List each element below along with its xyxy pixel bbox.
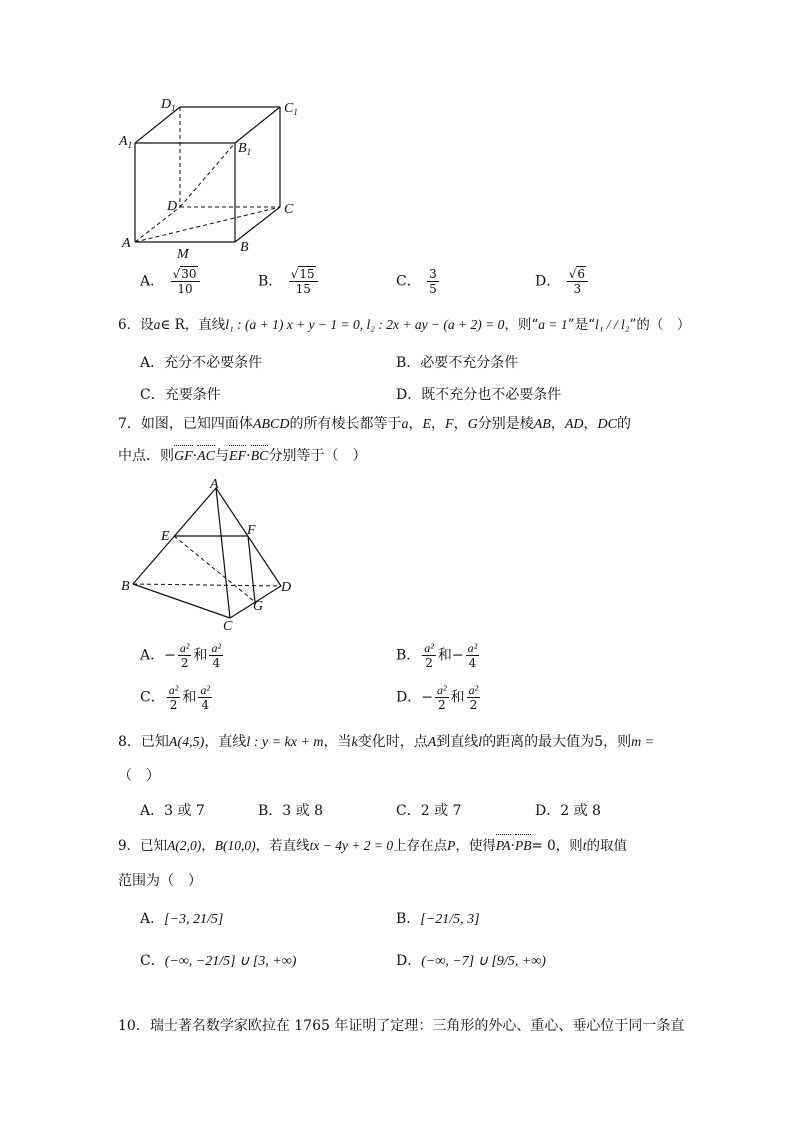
option-letter: D． [535,273,561,290]
cube-figure [110,92,310,262]
label-d: D [281,580,292,595]
q7-option-b[interactable]: B． $\frac{\text{a²}}{2}$ 和− $\frac{\text{a²}}{4}$ [396,641,478,670]
label-c: C [223,619,233,634]
q8-option-b[interactable]: B．3 或 8 [258,803,324,819]
question-7-line-1: 7．如图，已知四面体ABCD的所有棱长都等于a，E，F，G分别是棱AB，AD，DC的 [118,416,631,432]
question-8-stem: 8．已知A(4,5)，直线l : y = kx + m，当k变化时，点A到直线l的距离的最大值为5，则m = [118,734,655,750]
q5-option-b[interactable] [258,268,320,295]
label-a1: $A_1$ [119,134,133,150]
segment-d-b1-hidden [180,143,235,207]
label-g: G [253,599,264,614]
q9-option-a[interactable]: A．[−3, 21/5] [140,911,224,927]
option-letter: C． [396,273,421,290]
q7-option-a[interactable]: A．− $\frac{\text{a²}}{2}$ 和 $\frac{\text{a²}}{4}$ [140,641,222,670]
fraction: $\frac{√6}{3}$ [567,268,588,295]
edge-b1-c1 [235,107,280,143]
label-c: C [284,202,294,217]
q5-option-d[interactable] [535,268,590,295]
segment-e-g-hidden [174,536,255,602]
question-9-line-2: 范围为（ ） [118,873,202,889]
edge-b-d-hidden [133,584,281,586]
label-b: B [121,579,130,594]
label-f: F [247,523,256,538]
q6-option-b[interactable]: B．必要不充分条件 [396,355,519,371]
label-m: M [177,247,189,262]
q7-option-d[interactable]: D．− $\frac{\text{a²}}{2}$ 和 $\frac{\text{a²}}{2}$ [396,683,479,712]
question-10-stem: 10．瑞士著名数学家欧拉在 1765 年证明了定理：三角形的外心、重心、垂心位于同一条直 [118,1018,685,1034]
label-d: D [167,199,178,214]
label-c1: $C_1$ [284,101,298,117]
fraction: $\frac{3}{5}$ [429,267,437,296]
label-d1: $D_1$ [161,97,176,113]
q7-option-c[interactable]: C． $\frac{\text{a²}}{2}$ 和 $\frac{\text{a²}}{4}$ [140,683,210,712]
fraction: $\frac{√15}{15}$ [289,268,318,295]
q6-option-c[interactable]: C．充要条件 [140,387,221,403]
option-letter: A． [140,273,165,290]
label-b: B [240,240,249,255]
q8-option-a[interactable]: A．3 或 7 [140,803,205,819]
q6-option-a[interactable]: A．充分不必要条件 [140,355,263,371]
edge-b-c [133,584,230,618]
q8-option-c[interactable]: C．2 或 7 [396,803,462,819]
q9-option-b[interactable]: B．[−21/5, 3] [396,911,480,927]
q9-option-d[interactable]: D．(−∞, −7] ∪ [9/5, +∞) [396,953,546,969]
tetrahedron-figure [115,474,305,634]
option-letter: B． [258,273,283,290]
q5-option-a[interactable] [140,268,202,295]
q9-option-c[interactable]: C．(−∞, −21/5] ∪ [3, +∞) [140,953,297,969]
q5-option-c[interactable] [396,268,441,295]
fraction: $\frac{√30}{10}$ [171,268,200,295]
question-7-line-2: 中点．则GF·AC与EF·BC分别等于（ ） [118,446,366,467]
q8-option-d[interactable]: D．2 或 8 [535,803,601,819]
question-6-stem: 6．设a∈ R，直线l₁ : (a + 1) x + y − 1 = 0, l₂ : 2x + ay − (a + 2) = 0，则“a = 1”是“l₁ / / l₂”的（ ） [118,317,691,333]
label-a: A [210,477,219,492]
label-b1: $B_1$ [238,141,252,157]
question-8-paren: （ ） [118,768,160,784]
label-e: E [161,529,170,544]
edge-a-c [216,488,230,618]
q6-option-d[interactable]: D．既不充分也不必要条件 [396,387,562,403]
label-a: A [122,236,131,251]
question-9-line-1: 9．已知A(2,0)，B(10,0)，若直线tx − 4y + 2 = 0上存在点P，使得PA·PB= 0，则t的取值 [118,838,627,854]
